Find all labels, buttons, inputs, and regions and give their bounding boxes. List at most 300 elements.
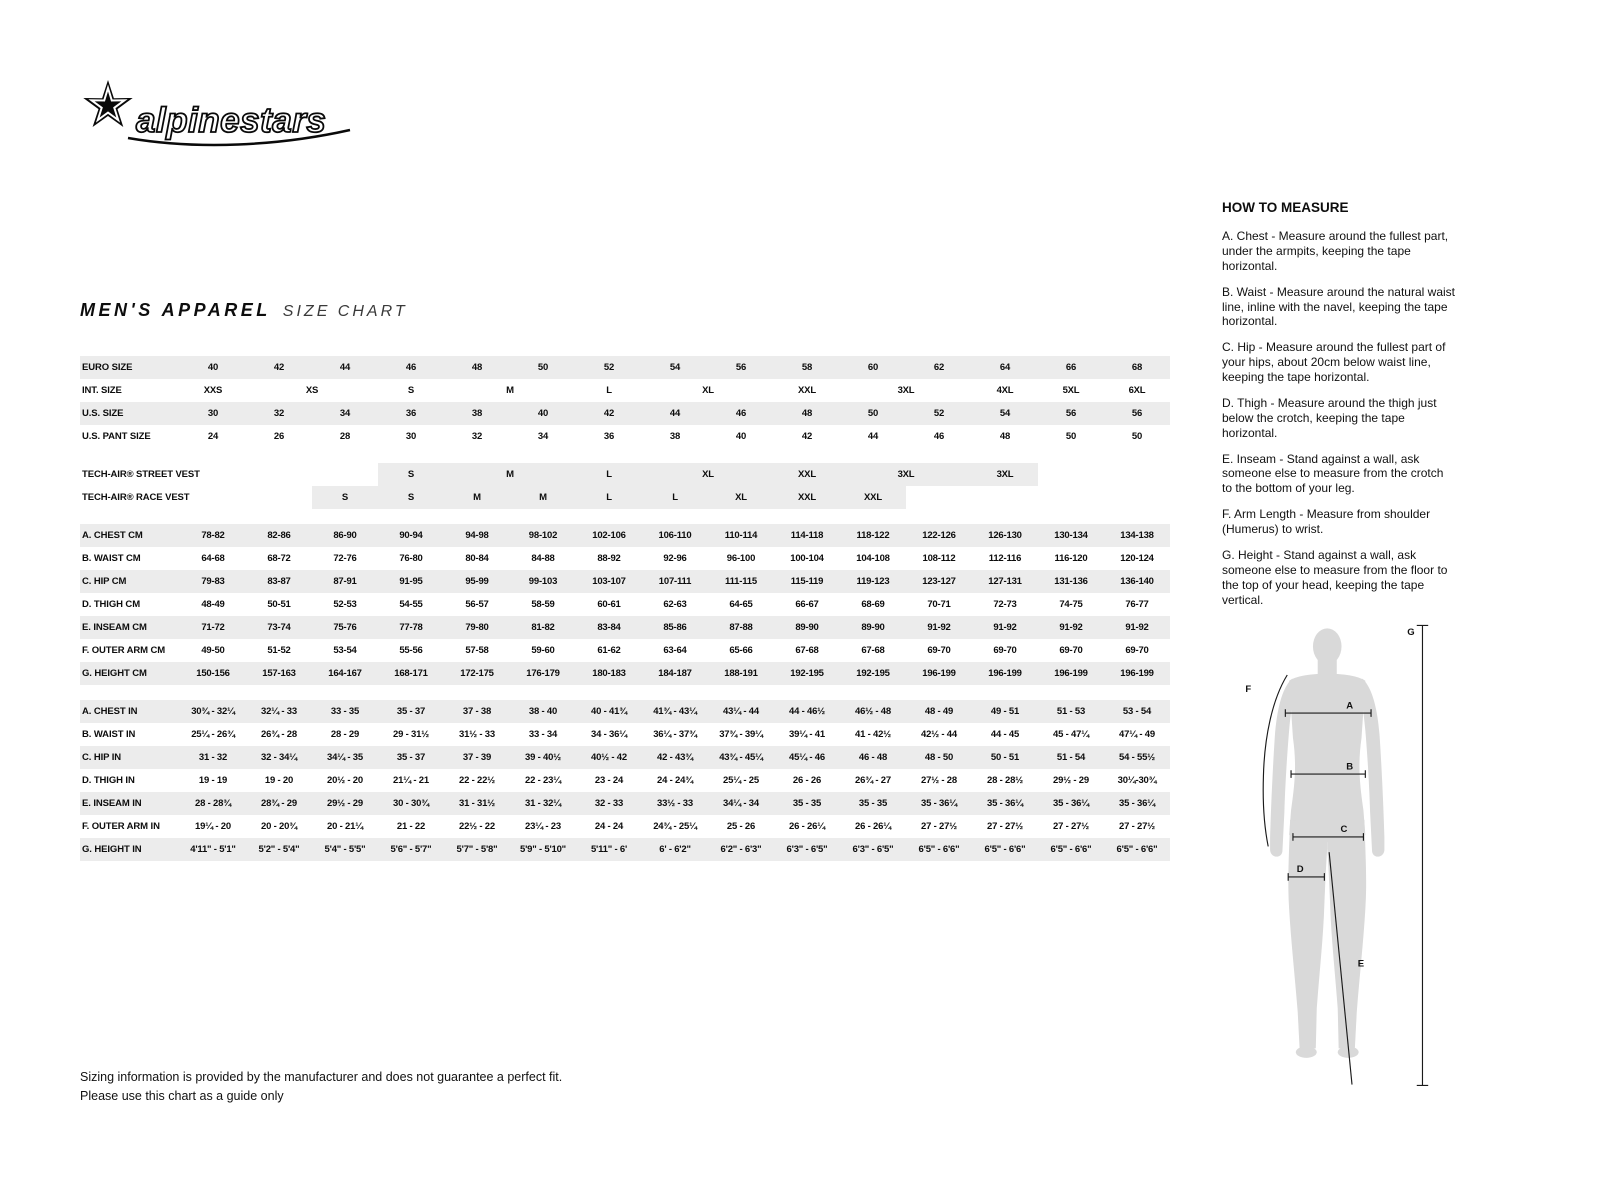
table-cell: 111-115 — [708, 570, 774, 593]
figure-label-d: D — [1296, 864, 1304, 876]
table-cell: 34 - 36¼ — [591, 729, 627, 740]
table-cell: XS — [305, 385, 319, 396]
table-gap — [80, 685, 1170, 700]
table-cell: 76-80 — [399, 553, 423, 564]
table-cell: 19 - 20 — [264, 775, 294, 786]
table-row — [80, 425, 1170, 448]
table-cell: 99-103 — [510, 570, 576, 593]
table-cell: L — [576, 463, 642, 486]
table-cell: 66 — [1038, 356, 1104, 379]
table-cell: 22 - 22½ — [459, 775, 495, 786]
table-cell: 45¼ - 46 — [774, 746, 840, 769]
table-cell: 19¼ - 20 — [195, 821, 231, 832]
table-cell: 42 — [576, 402, 642, 425]
how-to-measure-panel — [1222, 200, 1456, 618]
table-cell: 39 - 40½ — [510, 746, 576, 769]
table-row — [80, 815, 1170, 838]
table-cell: 35 - 35 — [774, 792, 840, 815]
table-cell: 31 - 31½ — [444, 792, 510, 815]
table-cell: 51 - 53 — [1038, 700, 1104, 723]
table-cell: 43¼ - 44 — [708, 700, 774, 723]
table-cell: 6'3" - 6'5" — [774, 838, 840, 861]
table-cell: 77-78 — [378, 616, 444, 639]
table-cell: 36¼ - 37¾ — [653, 729, 697, 740]
table-cell: 56-57 — [465, 599, 489, 610]
table-cell: 3XL — [897, 385, 915, 396]
table-cell: 68-72 — [267, 553, 291, 564]
table-cell: 56 — [708, 356, 774, 379]
table-cell: 50 — [1065, 431, 1077, 442]
table-cell: 95-99 — [444, 570, 510, 593]
table-cell — [1104, 486, 1170, 509]
table-cell: 35 - 36¼ — [1038, 792, 1104, 815]
table-cell: 24 - 24 — [594, 821, 624, 832]
table-cell: 24 — [207, 431, 219, 442]
row-label: F. OUTER ARM CM — [82, 645, 166, 656]
table-cell: 60 — [840, 356, 906, 379]
table-cell: M — [444, 486, 510, 509]
table-cell: 24¾ - 25¼ — [653, 821, 697, 832]
row-label: B. WAIST IN — [82, 729, 136, 740]
row-label: G. HEIGHT CM — [80, 662, 180, 685]
table-cell: 131-136 — [1038, 570, 1104, 593]
table-cell: 40 — [735, 431, 747, 442]
table-cell: 30¾ - 32¼ — [180, 700, 246, 723]
figure-label-c: C — [1340, 824, 1348, 836]
table-cell: 26 — [273, 431, 285, 442]
table-cell — [1038, 486, 1104, 509]
table-cell: 23 - 24 — [594, 775, 624, 786]
table-cell: 176-179 — [510, 662, 576, 685]
table-cell: 89-90 — [774, 616, 840, 639]
table-cell: 107-111 — [642, 570, 708, 593]
table-cell: M — [510, 486, 576, 509]
table-cell: 33 - 34 — [528, 729, 558, 740]
table-cell: 5'11" - 6' — [576, 838, 642, 861]
row-label: INT. SIZE — [82, 385, 122, 396]
table-cell: 36 — [378, 402, 444, 425]
alpinestars-logo-graphic — [78, 74, 358, 164]
table-cell: 62 — [906, 356, 972, 379]
table-row — [80, 662, 1170, 685]
table-cell: 27 - 27½ — [1053, 821, 1089, 832]
table-cell: 116-120 — [1054, 553, 1088, 564]
table-cell: XL — [642, 463, 774, 486]
disclaimer-line1: Sizing information is provided by the manufacturer and does not guarantee a perfect fit. — [80, 1070, 563, 1084]
table-cell: 48-49 — [201, 599, 225, 610]
table-cell: 44 - 46½ — [774, 700, 840, 723]
table-cell: 50-51 — [267, 599, 291, 610]
table-row — [80, 746, 1170, 769]
alpinestars-logo — [78, 74, 358, 169]
measure-instruction: E. Inseam - Stand against a wall, ask someone else to measure from the crotch to the bottom of your leg. — [1222, 451, 1444, 496]
measure-list — [1222, 229, 1456, 607]
figure-label-g: G — [1407, 627, 1415, 638]
table-cell: 35 - 36¼ — [906, 792, 972, 815]
table-cell — [972, 486, 1038, 509]
table-cell: 5'7" - 5'8" — [444, 838, 510, 861]
table-cell: 118-122 — [840, 524, 906, 547]
table-cell: 134-138 — [1104, 524, 1170, 547]
table-cell: 50 — [840, 402, 906, 425]
table-cell: 64-65 — [729, 599, 753, 610]
table-cell: 48 — [444, 356, 510, 379]
table-cell: 83-87 — [246, 570, 312, 593]
table-cell: 31 - 32¼ — [510, 792, 576, 815]
page-title — [80, 300, 408, 321]
table-cell: 26 - 26¼ — [789, 821, 825, 832]
table-cell: 96-100 — [726, 553, 756, 564]
table-cell: 38 - 40 — [510, 700, 576, 723]
table-cell: 46 — [708, 402, 774, 425]
table-cell: 127-131 — [972, 570, 1038, 593]
table-cell: 196-199 — [906, 662, 972, 685]
table-cell: 29 - 31½ — [393, 729, 429, 740]
table-cell: 192-195 — [840, 662, 906, 685]
table-cell: 123-127 — [906, 570, 972, 593]
measure-instruction: F. Arm Length - Measure from shoulder (Humerus) to wrist. — [1222, 507, 1431, 536]
table-cell: 31 - 32 — [180, 746, 246, 769]
table-cell: 120-124 — [1120, 553, 1154, 564]
table-cell: 27½ - 28 — [921, 775, 957, 786]
row-label: U.S. SIZE — [80, 402, 180, 425]
table-row — [80, 593, 1170, 616]
row-label: A. CHEST CM — [80, 524, 180, 547]
table-cell: 72-73 — [993, 599, 1017, 610]
table-cell: 37 - 38 — [444, 700, 510, 723]
table-cell: 28 - 29 — [330, 729, 360, 740]
table-cell: 68-69 — [861, 599, 885, 610]
table-cell: 62-63 — [663, 599, 687, 610]
table-cell: L — [606, 385, 612, 396]
table-cell: 119-123 — [840, 570, 906, 593]
table-cell: 26 - 26 — [792, 775, 822, 786]
row-label: EURO SIZE — [80, 356, 180, 379]
table-cell: 91-92 — [1104, 616, 1170, 639]
table-cell: 91-95 — [378, 570, 444, 593]
table-cell: 69-70 — [1059, 645, 1083, 656]
table-cell: 69-70 — [993, 645, 1017, 656]
table-cell: 29½ - 29 — [1053, 775, 1089, 786]
table-cell: 78-82 — [180, 524, 246, 547]
table-cell: 50 — [510, 356, 576, 379]
table-cell: 87-88 — [708, 616, 774, 639]
table-cell: 54 — [642, 356, 708, 379]
table-cell: 49 - 51 — [972, 700, 1038, 723]
table-row — [80, 463, 1170, 486]
table-cell: 164-167 — [312, 662, 378, 685]
table-cell: 33 - 35 — [312, 700, 378, 723]
table-cell: 83-84 — [576, 616, 642, 639]
table-cell: 39¼ - 41 — [789, 729, 825, 740]
table-cell: 130-134 — [1038, 524, 1104, 547]
table-cell: XXS — [203, 385, 223, 396]
table-cell: 46½ - 48 — [840, 700, 906, 723]
table-cell: 30 — [180, 402, 246, 425]
table-cell: 35 - 37 — [378, 746, 444, 769]
table-cell: 30 - 30¾ — [378, 792, 444, 815]
row-label: TECH-AIR® RACE VEST — [82, 492, 190, 503]
table-cell: 44 - 45 — [990, 729, 1020, 740]
table-cell: 5'6" - 5'7" — [378, 838, 444, 861]
table-cell: 81-82 — [510, 616, 576, 639]
table-cell: 72-76 — [333, 553, 357, 564]
table-cell: 56 — [1038, 402, 1104, 425]
table-cell: 27 - 27½ — [1119, 821, 1155, 832]
measure-instruction: D. Thigh - Measure around the thigh just below the crotch, keeping the tape horizontal. — [1222, 395, 1437, 440]
figure-label-a: A — [1346, 700, 1354, 712]
table-cell: 37 - 39 — [444, 746, 510, 769]
table-cell: 22 - 23¼ — [525, 775, 561, 786]
table-row — [80, 616, 1170, 639]
how-to-measure-heading: HOW TO MEASURE — [1222, 200, 1349, 215]
table-row — [80, 356, 1170, 379]
table-cell: 52-53 — [333, 599, 357, 610]
table-cell: 91-92 — [972, 616, 1038, 639]
table-cell: 25¼ - 26¾ — [191, 729, 235, 740]
table-cell: 58-59 — [531, 599, 555, 610]
title-sub: SIZE CHART — [282, 303, 408, 320]
table-cell: 60-61 — [597, 599, 621, 610]
size-table-body — [80, 356, 1170, 861]
table-cell: 94-98 — [444, 524, 510, 547]
figure-label-f: F — [1245, 684, 1252, 696]
table-row — [80, 402, 1170, 425]
table-cell: 88-92 — [597, 553, 621, 564]
table-cell: 6'5" - 6'6" — [1104, 838, 1170, 861]
table-cell: 180-183 — [576, 662, 642, 685]
table-cell: 91-92 — [1038, 616, 1104, 639]
table-cell — [1038, 463, 1104, 486]
table-cell — [312, 463, 378, 486]
table-cell: 35 - 36¼ — [972, 792, 1038, 815]
table-cell: 80-84 — [465, 553, 489, 564]
table-cell: 41 - 42½ — [855, 729, 891, 740]
table-cell: 40 — [180, 356, 246, 379]
table-cell: 46 — [378, 356, 444, 379]
table-cell: 69-70 — [1125, 645, 1149, 656]
table-cell: 87-91 — [312, 570, 378, 593]
table-cell: L — [642, 486, 708, 509]
table-cell: 86-90 — [312, 524, 378, 547]
table-cell: 69-70 — [927, 645, 951, 656]
table-cell: XXL — [840, 486, 906, 509]
size-table — [80, 356, 1170, 861]
table-cell: 32 - 34¼ — [246, 746, 312, 769]
table-cell: 106-110 — [642, 524, 708, 547]
table-cell — [1104, 463, 1170, 486]
table-cell: 24 - 24¾ — [657, 775, 693, 786]
table-cell: 50 — [1131, 431, 1143, 442]
measure-instruction: C. Hip - Measure around the fullest part of your hips, about 20cm below waist line, keeping the tape horizontal. — [1222, 340, 1446, 384]
table-cell: 5'9" - 5'10" — [510, 838, 576, 861]
table-cell: 104-108 — [856, 553, 890, 564]
table-cell: 71-72 — [180, 616, 246, 639]
table-cell: 68 — [1104, 356, 1170, 379]
table-cell: 26¾ - 28 — [261, 729, 297, 740]
table-cell: 55-56 — [399, 645, 423, 656]
table-cell: 32 - 33 — [576, 792, 642, 815]
table-cell: 20 - 20¾ — [261, 821, 297, 832]
table-cell: 108-112 — [922, 553, 956, 564]
table-cell: 26¾ - 27 — [855, 775, 891, 786]
table-cell: 19 - 19 — [198, 775, 228, 786]
body-silhouette — [1270, 628, 1384, 1058]
table-cell: XXL — [774, 486, 840, 509]
table-cell: 70-71 — [927, 599, 951, 610]
table-row — [80, 769, 1170, 792]
table-cell: 42 — [801, 431, 813, 442]
table-cell: 6'5" - 6'6" — [972, 838, 1038, 861]
table-row — [80, 838, 1170, 861]
table-cell: S — [312, 486, 378, 509]
table-cell: 40½ - 42 — [576, 746, 642, 769]
table-cell: 76-77 — [1125, 599, 1149, 610]
table-row — [80, 524, 1170, 547]
table-cell: L — [576, 486, 642, 509]
table-cell: 23¼ - 23 — [525, 821, 561, 832]
table-cell: 48 — [999, 431, 1011, 442]
table-cell: 65-66 — [729, 645, 753, 656]
table-cell: 54 - 55½ — [1104, 746, 1170, 769]
table-gap — [80, 448, 1170, 463]
table-cell: 28 - 28¾ — [180, 792, 246, 815]
table-cell: 28 — [339, 431, 351, 442]
table-row — [80, 486, 1170, 509]
table-cell: 20 - 21¼ — [327, 821, 363, 832]
table-cell: 6XL — [1128, 385, 1146, 396]
table-row — [80, 570, 1170, 593]
table-cell: 40 — [510, 402, 576, 425]
table-cell — [906, 486, 972, 509]
table-cell: 67-68 — [795, 645, 819, 656]
table-cell: 75-76 — [312, 616, 378, 639]
table-cell: 92-96 — [663, 553, 687, 564]
table-cell: 90-94 — [378, 524, 444, 547]
table-cell: 114-118 — [774, 524, 840, 547]
table-row — [80, 379, 1170, 402]
table-cell: 31½ - 33 — [459, 729, 495, 740]
table-cell: 168-171 — [378, 662, 444, 685]
table-cell: 27 - 27½ — [921, 821, 957, 832]
table-cell: 32 — [471, 431, 483, 442]
table-cell: 61-62 — [597, 645, 621, 656]
table-row — [80, 700, 1170, 723]
table-row — [80, 723, 1170, 746]
table-cell: 46 — [933, 431, 945, 442]
disclaimer — [80, 1068, 562, 1106]
measure-instruction: G. Height - Stand against a wall, ask someone else to measure from the floor to the top of your head, keeping the tape vertical. — [1222, 547, 1448, 607]
table-cell: 64 — [972, 356, 1038, 379]
table-cell: 112-116 — [988, 553, 1022, 564]
table-row — [80, 547, 1170, 570]
table-cell: 45 - 47¼ — [1053, 729, 1089, 740]
title-main: MEN'S APPAREL — [80, 300, 271, 320]
row-label: C. HIP CM — [80, 570, 180, 593]
table-cell: 3XL — [840, 463, 972, 486]
table-cell: 42 - 43¾ — [642, 746, 708, 769]
table-cell: 51-52 — [267, 645, 291, 656]
table-cell: 32¼ - 33 — [246, 700, 312, 723]
table-cell: XL — [702, 385, 714, 396]
table-cell: 27 - 27½ — [987, 821, 1023, 832]
body-measurement-diagram — [1232, 620, 1432, 1090]
table-cell: 6'2" - 6'3" — [708, 838, 774, 861]
table-cell: 4'11" - 5'1" — [180, 838, 246, 861]
table-cell: 36 — [603, 431, 615, 442]
table-cell: 41¾ - 43¼ — [642, 700, 708, 723]
table-cell: 40 - 41¾ — [576, 700, 642, 723]
table-cell: 58 — [774, 356, 840, 379]
table-cell: 30¼-30¾ — [1117, 775, 1157, 786]
table-cell: S — [378, 486, 444, 509]
row-label: E. INSEAM CM — [80, 616, 180, 639]
table-cell: 103-107 — [576, 570, 642, 593]
table-cell: 54-55 — [399, 599, 423, 610]
table-cell: 157-163 — [246, 662, 312, 685]
table-cell: 34¼ - 34 — [708, 792, 774, 815]
table-cell: S — [407, 385, 415, 396]
row-label: D. THIGH CM — [82, 599, 141, 610]
table-cell: 21 - 22 — [396, 821, 426, 832]
table-cell: 85-86 — [642, 616, 708, 639]
table-cell: S — [378, 463, 444, 486]
table-cell: 49-50 — [201, 645, 225, 656]
table-cell: 29½ - 29 — [312, 792, 378, 815]
table-cell: 64-68 — [201, 553, 225, 564]
table-cell: 48 - 49 — [906, 700, 972, 723]
table-cell: 32 — [246, 402, 312, 425]
table-cell: 6'5" - 6'6" — [1038, 838, 1104, 861]
table-cell: 192-195 — [774, 662, 840, 685]
table-cell: 6'3" - 6'5" — [840, 838, 906, 861]
table-cell: 47¼ - 49 — [1119, 729, 1155, 740]
row-label: C. HIP IN — [80, 746, 180, 769]
row-label: A. CHEST IN — [80, 700, 180, 723]
table-cell: 44 — [312, 356, 378, 379]
table-cell: 5'4" - 5'5" — [312, 838, 378, 861]
table-cell: 196-199 — [972, 662, 1038, 685]
table-cell: 82-86 — [246, 524, 312, 547]
table-cell: 5XL — [1062, 385, 1080, 396]
disclaimer-line2: Please use this chart as a guide only — [80, 1088, 284, 1103]
table-cell: XXL — [774, 463, 840, 486]
table-row — [80, 639, 1170, 662]
table-cell: 98-102 — [510, 524, 576, 547]
table-cell: 28 - 28½ — [987, 775, 1023, 786]
table-cell: 110-114 — [708, 524, 774, 547]
table-cell: 53 - 54 — [1104, 700, 1170, 723]
table-cell: 6' - 6'2" — [642, 838, 708, 861]
table-cell: 38 — [444, 402, 510, 425]
size-chart-section — [80, 356, 1170, 861]
table-cell: 35 - 35 — [840, 792, 906, 815]
table-cell: 35 - 37 — [378, 700, 444, 723]
table-cell: 50 - 51 — [972, 746, 1038, 769]
table-cell: 21¼ - 21 — [393, 775, 429, 786]
logo-wordmark: alpinestars — [136, 101, 327, 140]
table-cell: 52 — [906, 402, 972, 425]
table-cell: 34 — [537, 431, 549, 442]
table-cell: 44 — [867, 431, 879, 442]
table-cell: 33½ - 33 — [642, 792, 708, 815]
table-cell: 20½ - 20 — [327, 775, 363, 786]
table-cell: 79-83 — [180, 570, 246, 593]
table-cell: 48 — [774, 402, 840, 425]
table-cell: 34 — [312, 402, 378, 425]
table-cell: 44 — [642, 402, 708, 425]
table-cell: 74-75 — [1059, 599, 1083, 610]
